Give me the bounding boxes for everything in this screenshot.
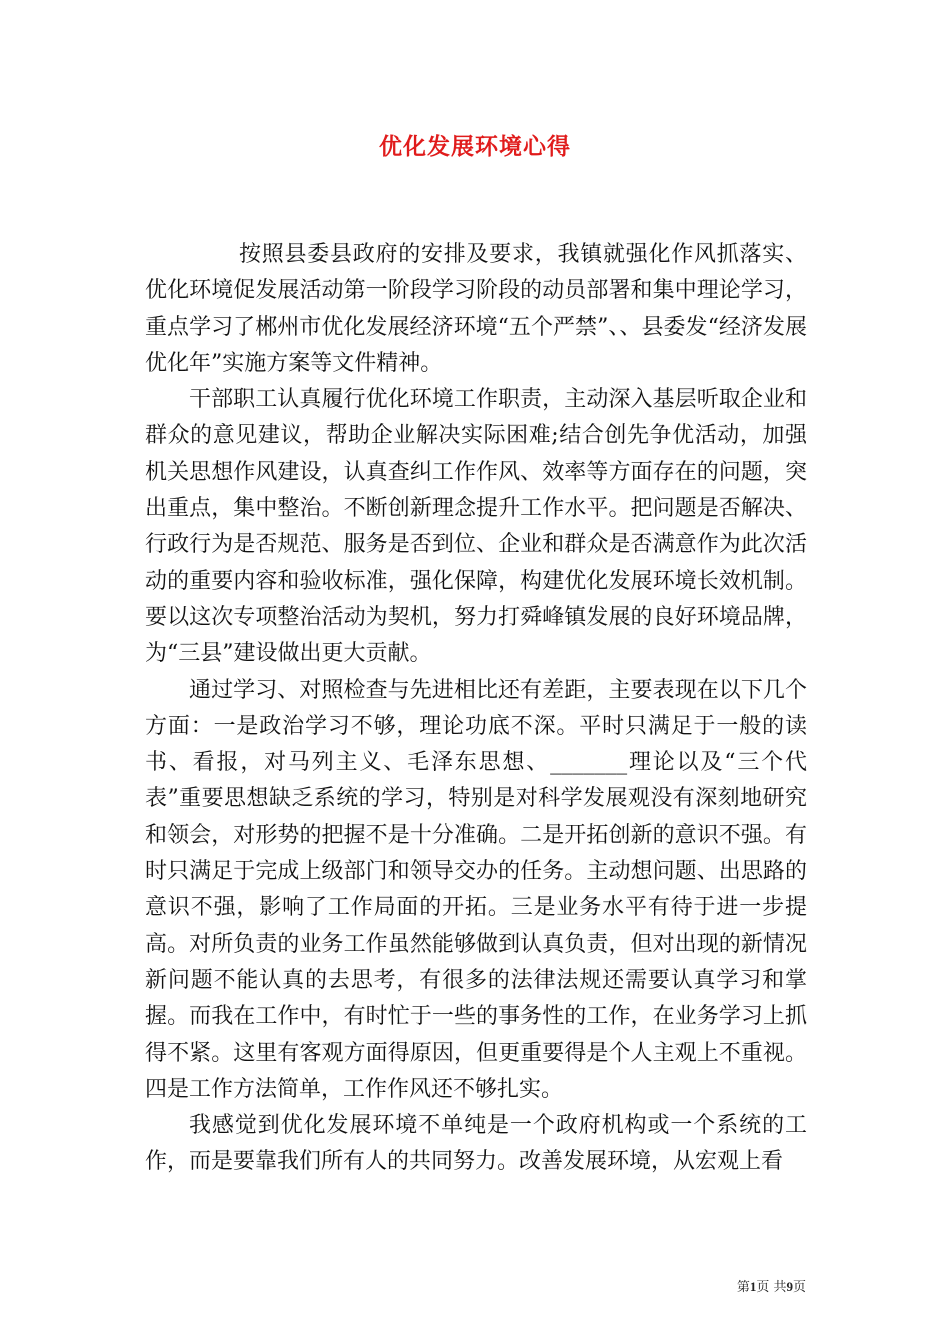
- paragraph-4: 我感觉到优化发展环境不单纯是一个政府机构或一个系统的工作，而是要靠我们所有人的共同努力。改善发展环境，从宏观上看: [145, 1113, 807, 1175]
- current-page-number: 1: [749, 1279, 757, 1294]
- total-pages-number: 9: [786, 1279, 793, 1294]
- footer-middle: 页 共: [756, 1280, 787, 1295]
- document-title: 优化发展环境心得: [379, 133, 571, 160]
- footer-prefix: 第: [736, 1280, 750, 1295]
- paragraph-3: 通过学习、对照检查与先进相比还有差距，主要表现在以下几个方面：一是政治学习不够，理论功底不深。平时只满足于一般的读书、看报，对马列主义、毛泽东思想、_______理论以及“三个代表”重要思想缺乏系统的学习，特别是对科学发展观没有深刻地研究和领会，对形势的把握不是十分准确。二是开拓创新的意识不强。有时只满足于完成上级部门和领导交办的任务。主动想问题、出思路的意识不强，影响了工作局面的开拓。三是业务水平有待于进一步提高。对所负责的业务工作虽然能够做到认真负责，但对出现的新情况新问题不能认真的去思考，有很多的法律法规还需要认真学习和掌握。而我在工作中，有时忙于一些的事务性的工作，在业务学习上抓得不紧。这里有客观方面得原因，但更重要得是个人主观上不重视。四是工作方法简单，工作作风还不够扎实。: [145, 677, 807, 1102]
- document-body: [145, 237, 807, 1181]
- paragraph-2: 干部职工认真履行优化环境工作职责，主动深入基层听取企业和群众的意见建议，帮助企业解决实际困难;结合创先争优活动，加强机关思想作风建设，认真查纠工作作风、效率等方面存在的问题，突出重点，集中整治。不断创新理念提升工作水平。把问题是否解决、行政行为是否规范、服务是否到位、企业和群众是否满意作为此次活动的重要内容和验收标准，强化保障，构建优化发展环境长效机制。要以这次专项整治活动为契机，努力打舜峰镇发展的良好环境品牌，为“三县”建设做出更大贡献。: [145, 387, 807, 667]
- footer-suffix: 页: [792, 1280, 806, 1295]
- paragraph-1: 按照县委县政府的安排及要求，我镇就强化作风抓落实、优化环境促发展活动第一阶段学习阶段的动员部署和集中理论学习，重点学习了郴州市优化发展经济环境“五个严禁”、、县委发“经济发展优化年”实施方案等文件精神。: [145, 242, 807, 376]
- page-number-footer: [650, 1276, 806, 1295]
